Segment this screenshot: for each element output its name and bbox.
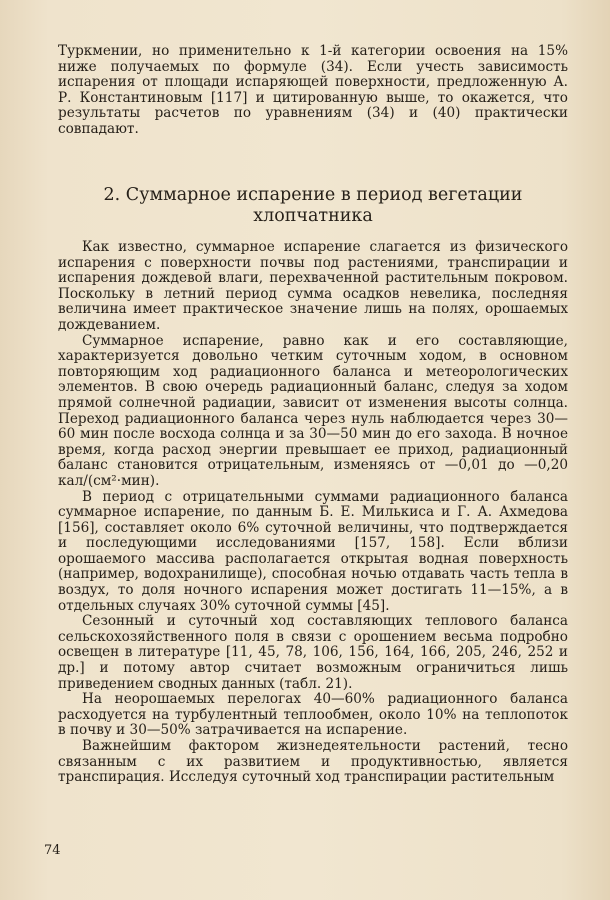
paragraph-5: На неорошаемых перелогах 40—60% радиационного баланса расходуется на турбулентный теплообмен, около 10% на теплопоток в почву и 30—50% затрачивается на испарение. — [58, 691, 568, 739]
paragraph-2: Суммарное испарение, равно как и его составляющие, характеризуется довольно четким суточным ходом, в основном повторяющим ход радиационного баланса и метеорологических элементов. В свою очередь радиационный баланс, следуя за ходом прямой солнечной радиации, зависит от изменения высоты солнца. Переход радиационного баланса через нуль наблюдается через 30—60 мин после восхода солнца и за 30—50 мин до его захода. В ночное время, когда расход энергии превышает ее приход, радиационный баланс становится отрицательным, изменяясь от —0,01 до —0,20 кал/(см²·мин). — [58, 332, 568, 489]
paragraph-3: В период с отрицательными суммами радиационного баланса суммарное испарение, по данным Б. Е. Милькиса и Г. А. Ахмедова [156], составляет около 6% суточной величины, что подтверждается и последующими исследованиями [157, 158]. Если вблизи орошаемого массива располагается открытая водная поверхность (например, водохранилище), способная ночью отдавать часть тепла в воздух, то доля ночного испарения может достигать 11—15%, а в отдельных случаях 30% суточной суммы [45]. — [58, 488, 568, 614]
continuation-block — [58, 44, 568, 138]
paragraph-4: Сезонный и суточный ход составляющих теплового баланса сельскохозяйственного поля в связи с орошением весьма подробно освещен в литературе [11, 45, 78, 106, 156, 164, 166, 205, 246, 252 и др.] и потому автор считает возможным ограничиться лишь приведением сводных данных (табл. 21). — [58, 613, 568, 692]
section-heading-line-2: хлопчатника — [253, 206, 373, 226]
page-number: 74 — [44, 843, 61, 858]
section-heading — [58, 185, 568, 227]
continuation-paragraph: Туркмении, но применительно к 1-й категории освоения на 15% ниже получаемых по формуле (34). Если учесть зависимость испарения от площади испаряющей поверхности, предложенную А. Р. Константиновым [117] и цитированную выше, то окажется, что результаты расчетов по уравнениям (34) и (40) практически совпадают. — [58, 43, 568, 137]
body-text — [58, 240, 568, 786]
paragraph-1: Как известно, суммарное испарение слагается из физического испарения с поверхности почвы под растениями, транспирации и испарения дождевой влаги, перехваченной растительным покровом. Поскольку в летний период сумма осадков невелика, последняя величина имеет практическое значение лишь на полях, орошаемых дождеванием. — [58, 239, 568, 333]
section-heading-line-1: 2. Суммарное испарение в период вегетации — [103, 185, 523, 205]
paragraph-6: Важнейшим фактором жизнедеятельности растений, тесно связанным с их развитием и продуктивностью, является транспирация. Исследуя суточный ход транспирации растительным — [58, 738, 568, 786]
